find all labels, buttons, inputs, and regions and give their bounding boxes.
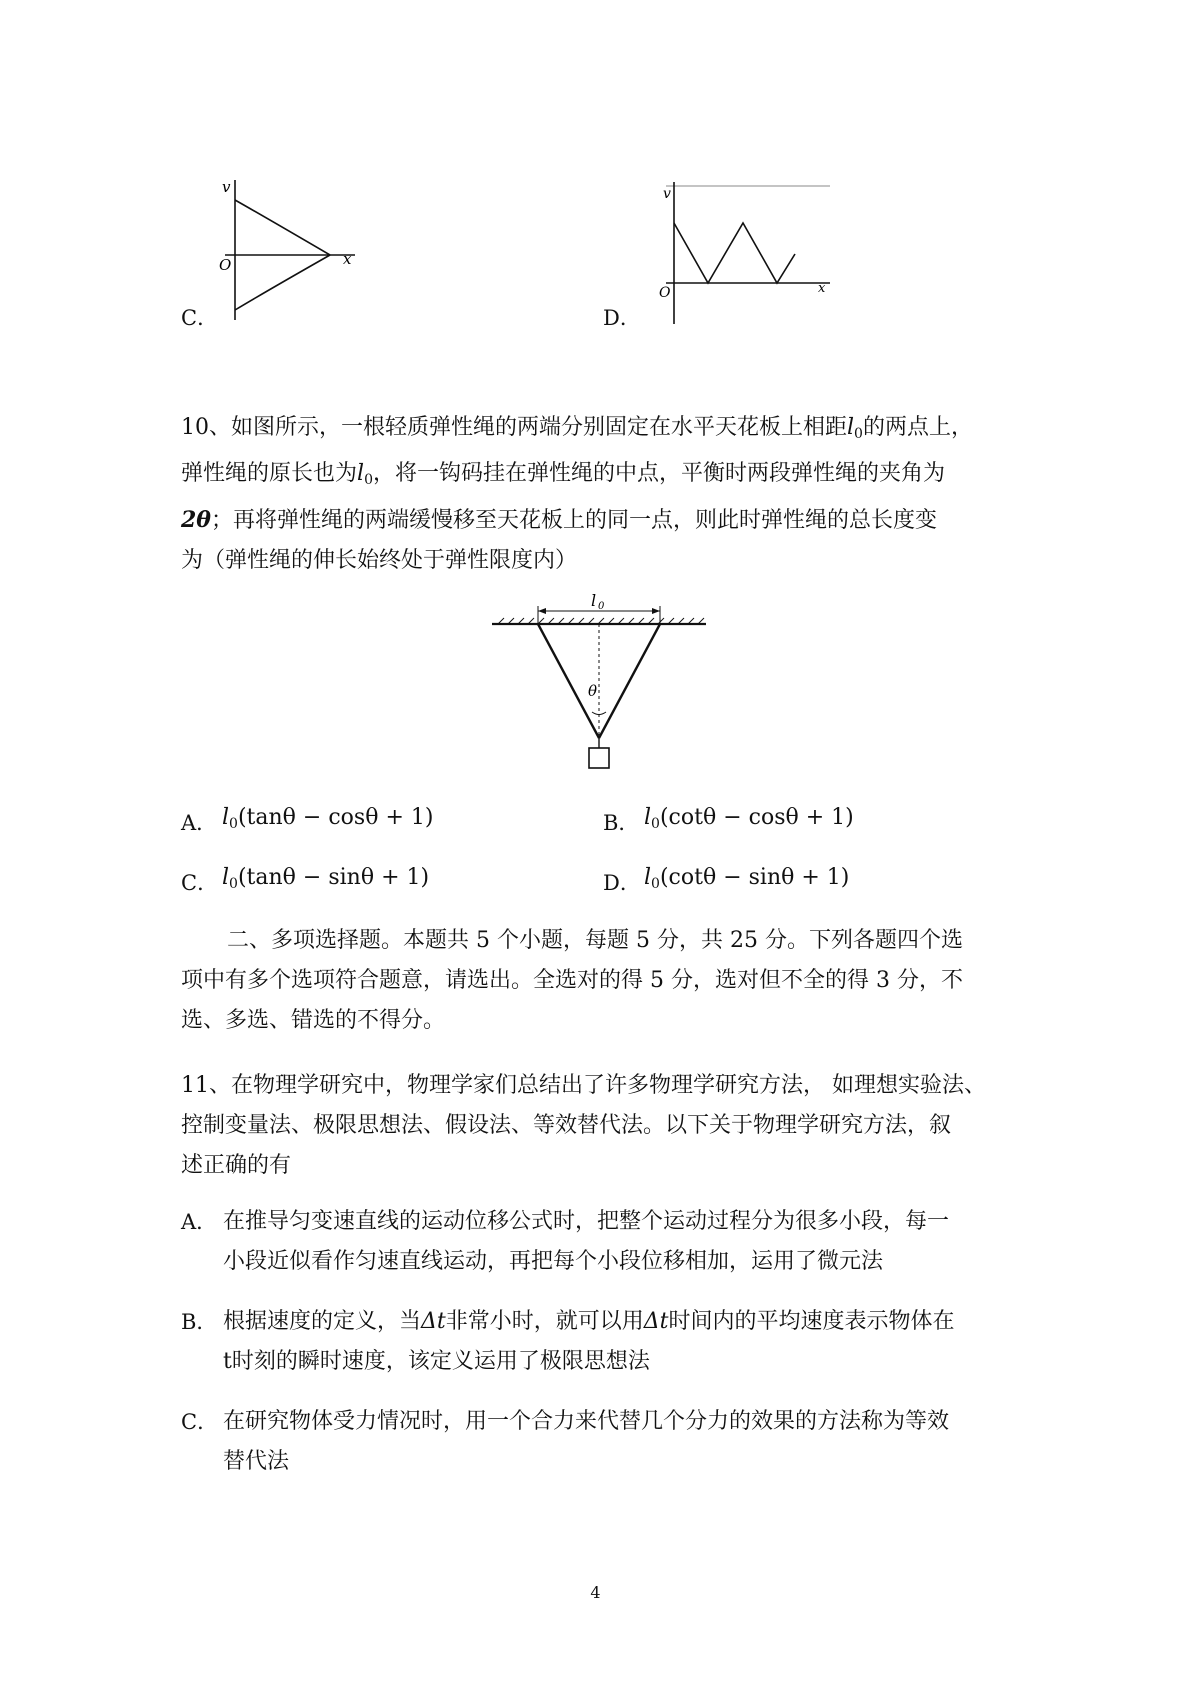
graph-c-origin-label: O [219, 256, 232, 274]
q11-option-c[interactable]: C． 在研究物体受力情况时，用一个合力来代替几个分力的效果的方法称为等效 替代法 [181, 1409, 950, 1474]
graph-d-v-label: v [663, 186, 671, 202]
graph-c-v-label: v [222, 178, 231, 196]
option-c-label: C． [181, 306, 219, 330]
page-number: 4 [590, 1583, 601, 1602]
graph-c-plot [205, 172, 365, 332]
q11-option-b[interactable]: B． 根据速度的定义，当Δt非常小时，就可以用Δt时间内的平均速度表示物体在 t时刻的瞬时速度，该定义运用了极限思想法 [181, 1309, 955, 1374]
graph-c-x-label: x [343, 250, 352, 268]
figure-span-sub: 0 [598, 601, 605, 612]
figure-angle-label: θ [588, 682, 598, 700]
graph-d-x-label: x [818, 281, 826, 296]
elastic-rope-figure [490, 594, 710, 774]
question-10-text: 10、如图所示，一根轻质弹性绳的两端分别固定在水平天花板上相距$l_0$的两点上， 弹性绳的原长也为$l_0$，将一钩码挂在弹性绳的中点，平衡时两段弹性绳的夹角为 2θ；再将弹性绳的两端缓慢移至天花板上的同一点，则此时弹性绳的总长度变 为（弹性绳的伸长始终处于弹性限度内） [181, 415, 973, 573]
question-11-text: 11、在物理学研究中，物理学家们总结出了许多物理学研究方法， 如理想实验法、 控制变量法、极限思想法、假设法、等效替代法。以下关于物理学研究方法，叙 述正确的有 [181, 1073, 986, 1178]
figure-span-label: l [591, 594, 597, 610]
graph-d-origin-label: O [659, 285, 671, 301]
section-2-instructions: 二、多项选择题。本题共 5 个小题，每题 5 分，共 25 分。下列各题四个选 项中有多个选项符合题意，请选出。全选对的得 5 分，选对但不全的得 3 分，不 选、多选、错选的不得分。 [181, 928, 963, 1033]
hook-weight [589, 748, 609, 768]
option-d-label: D． [603, 306, 641, 330]
graph-d-plot [650, 178, 840, 328]
q11-option-a[interactable]: A． 在推导匀变速直线的运动位移公式时，把整个运动过程分为很多小段，每一 小段近似看作匀速直线运动，再把每个小段位移相加，运用了微元法 [181, 1209, 950, 1274]
